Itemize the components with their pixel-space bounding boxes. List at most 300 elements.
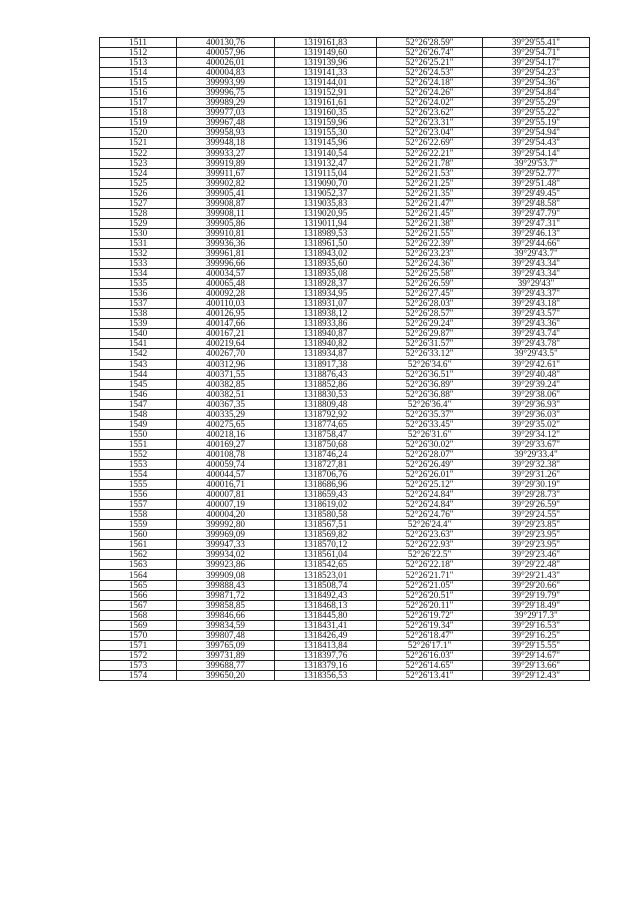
x-coordinate-cell: 400016,71 [177, 480, 275, 490]
point-number-cell: 1523 [100, 158, 177, 168]
table-row [100, 409, 590, 419]
x-coordinate-cell: 399909,08 [177, 570, 275, 580]
latitude-cell: 52°26'22.39" [377, 238, 483, 248]
longitude-cell: 39°29'43.34" [483, 259, 590, 269]
table-row [100, 88, 590, 98]
x-coordinate-cell: 400382,85 [177, 379, 275, 389]
x-coordinate-cell: 400126,95 [177, 309, 275, 319]
y-coordinate-cell: 1318943,02 [275, 248, 377, 258]
latitude-cell: 52°26'24.02" [377, 98, 483, 108]
longitude-cell: 39°29'35.02" [483, 419, 590, 429]
x-coordinate-cell: 399888,43 [177, 580, 275, 590]
point-number-cell: 1513 [100, 58, 177, 68]
x-coordinate-cell: 399807,48 [177, 630, 275, 640]
x-coordinate-cell: 400312,96 [177, 359, 275, 369]
point-number-cell: 1544 [100, 369, 177, 379]
table-row [100, 399, 590, 409]
table-row [100, 168, 590, 178]
x-coordinate-cell: 399911,67 [177, 168, 275, 178]
longitude-cell: 39°29'30.19" [483, 480, 590, 490]
point-number-cell: 1572 [100, 650, 177, 660]
point-number-cell: 1519 [100, 118, 177, 128]
latitude-cell: 52°26'24.53" [377, 68, 483, 78]
table-row [100, 68, 590, 78]
longitude-cell: 39°29'55.29" [483, 98, 590, 108]
point-number-cell: 1538 [100, 309, 177, 319]
point-number-cell: 1539 [100, 319, 177, 329]
x-coordinate-cell: 400059,74 [177, 459, 275, 469]
x-coordinate-cell: 399969,09 [177, 530, 275, 540]
point-number-cell: 1552 [100, 449, 177, 459]
point-number-cell: 1549 [100, 419, 177, 429]
longitude-cell: 39°29'44.66" [483, 238, 590, 248]
table-row [100, 329, 590, 339]
table-row [100, 470, 590, 480]
table-row [100, 490, 590, 500]
y-coordinate-cell: 1318659,43 [275, 490, 377, 500]
latitude-cell: 52°26'29.87" [377, 329, 483, 339]
point-number-cell: 1531 [100, 238, 177, 248]
longitude-cell: 39°29'43.78" [483, 339, 590, 349]
x-coordinate-cell: 400218,16 [177, 429, 275, 439]
latitude-cell: 52°26'19.34" [377, 620, 483, 630]
table-row [100, 289, 590, 299]
longitude-cell: 39°29'54.17" [483, 58, 590, 68]
table-body [100, 38, 590, 681]
y-coordinate-cell: 1318619,02 [275, 500, 377, 510]
longitude-cell: 39°29'28.73" [483, 490, 590, 500]
table-row [100, 108, 590, 118]
latitude-cell: 52°26'14.65" [377, 660, 483, 670]
table-row [100, 339, 590, 349]
latitude-cell: 52°26'22.18" [377, 560, 483, 570]
table-row [100, 98, 590, 108]
y-coordinate-cell: 1318934,95 [275, 289, 377, 299]
table-row [100, 590, 590, 600]
point-number-cell: 1540 [100, 329, 177, 339]
point-number-cell: 1515 [100, 78, 177, 88]
longitude-cell: 39°29'38.06" [483, 389, 590, 399]
longitude-cell: 39°29'49.45" [483, 188, 590, 198]
table-row [100, 128, 590, 138]
x-coordinate-cell: 400026,01 [177, 58, 275, 68]
point-number-cell: 1551 [100, 439, 177, 449]
longitude-cell: 39°29'26.59" [483, 500, 590, 510]
y-coordinate-cell: 1318961,50 [275, 238, 377, 248]
longitude-cell: 39°29'47.79" [483, 208, 590, 218]
point-number-cell: 1543 [100, 359, 177, 369]
latitude-cell: 52°26'26.74" [377, 48, 483, 58]
longitude-cell: 39°29'21.43" [483, 570, 590, 580]
longitude-cell: 39°29'55.19" [483, 118, 590, 128]
longitude-cell: 39°29'16.53" [483, 620, 590, 630]
latitude-cell: 52°26'22.93" [377, 540, 483, 550]
point-number-cell: 1528 [100, 208, 177, 218]
longitude-cell: 39°29'43.34" [483, 269, 590, 279]
longitude-cell: 39°29'55.41" [483, 38, 590, 48]
longitude-cell: 39°29'54.94" [483, 128, 590, 138]
table-row [100, 349, 590, 359]
x-coordinate-cell: 399958,93 [177, 128, 275, 138]
x-coordinate-cell: 400275,65 [177, 419, 275, 429]
table-row [100, 600, 590, 610]
latitude-cell: 52°26'24.4" [377, 520, 483, 530]
x-coordinate-cell: 400219,64 [177, 339, 275, 349]
latitude-cell: 52°26'21.55" [377, 228, 483, 238]
longitude-cell: 39°29'23.46" [483, 550, 590, 560]
y-coordinate-cell: 1319090,70 [275, 178, 377, 188]
x-coordinate-cell: 400147,66 [177, 319, 275, 329]
y-coordinate-cell: 1318809,48 [275, 399, 377, 409]
y-coordinate-cell: 1318935,60 [275, 259, 377, 269]
point-number-cell: 1568 [100, 610, 177, 620]
table-row [100, 38, 590, 48]
latitude-cell: 52°26'16.03" [377, 650, 483, 660]
point-number-cell: 1555 [100, 480, 177, 490]
longitude-cell: 39°29'42.61" [483, 359, 590, 369]
latitude-cell: 52°26'35.37" [377, 409, 483, 419]
y-coordinate-cell: 1318928,37 [275, 279, 377, 289]
table-row [100, 238, 590, 248]
y-coordinate-cell: 1319115,04 [275, 168, 377, 178]
x-coordinate-cell: 399936,36 [177, 238, 275, 248]
longitude-cell: 39°29'15.55" [483, 640, 590, 650]
point-number-cell: 1541 [100, 339, 177, 349]
y-coordinate-cell: 1318989,53 [275, 228, 377, 238]
table-row [100, 359, 590, 369]
longitude-cell: 39°29'43.7" [483, 248, 590, 258]
point-number-cell: 1546 [100, 389, 177, 399]
y-coordinate-cell: 1318580,58 [275, 510, 377, 520]
y-coordinate-cell: 1319152,91 [275, 88, 377, 98]
latitude-cell: 52°26'18.47" [377, 630, 483, 640]
x-coordinate-cell: 400267,70 [177, 349, 275, 359]
latitude-cell: 52°26'21.47" [377, 198, 483, 208]
y-coordinate-cell: 1318727,81 [275, 459, 377, 469]
latitude-cell: 52°26'22.21" [377, 148, 483, 158]
x-coordinate-cell: 399858,85 [177, 600, 275, 610]
point-number-cell: 1559 [100, 520, 177, 530]
y-coordinate-cell: 1318508,74 [275, 580, 377, 590]
point-number-cell: 1554 [100, 470, 177, 480]
longitude-cell: 39°29'23.95" [483, 540, 590, 550]
x-coordinate-cell: 399650,20 [177, 670, 275, 680]
table-row [100, 319, 590, 329]
point-number-cell: 1550 [100, 429, 177, 439]
y-coordinate-cell: 1319160,35 [275, 108, 377, 118]
y-coordinate-cell: 1318570,12 [275, 540, 377, 550]
point-number-cell: 1562 [100, 550, 177, 560]
longitude-cell: 39°29'33.4" [483, 449, 590, 459]
latitude-cell: 52°26'20.51" [377, 590, 483, 600]
y-coordinate-cell: 1318931,07 [275, 299, 377, 309]
x-coordinate-cell: 399977,03 [177, 108, 275, 118]
latitude-cell: 52°26'28.07" [377, 449, 483, 459]
x-coordinate-cell: 399993,99 [177, 78, 275, 88]
longitude-cell: 39°29'19.79" [483, 590, 590, 600]
x-coordinate-cell: 400007,19 [177, 500, 275, 510]
latitude-cell: 52°26'24.84" [377, 500, 483, 510]
table-row [100, 259, 590, 269]
table-row [100, 379, 590, 389]
y-coordinate-cell: 1319155,30 [275, 128, 377, 138]
y-coordinate-cell: 1319139,96 [275, 58, 377, 68]
table-row [100, 78, 590, 88]
latitude-cell: 52°26'23.62" [377, 108, 483, 118]
x-coordinate-cell: 399948,18 [177, 138, 275, 148]
table-row [100, 118, 590, 128]
x-coordinate-cell: 399905,86 [177, 218, 275, 228]
longitude-cell: 39°29'43.36" [483, 319, 590, 329]
latitude-cell: 52°26'23.23" [377, 248, 483, 258]
table-row [100, 228, 590, 238]
y-coordinate-cell: 1318852,86 [275, 379, 377, 389]
table-row [100, 480, 590, 490]
y-coordinate-cell: 1318569,82 [275, 530, 377, 540]
longitude-cell: 39°29'23.95" [483, 530, 590, 540]
y-coordinate-cell: 1318468,13 [275, 600, 377, 610]
x-coordinate-cell: 399731,89 [177, 650, 275, 660]
y-coordinate-cell: 1318431,41 [275, 620, 377, 630]
longitude-cell: 39°29'52.77" [483, 168, 590, 178]
table-row [100, 138, 590, 148]
longitude-cell: 39°29'20.66" [483, 580, 590, 590]
longitude-cell: 39°29'13.66" [483, 660, 590, 670]
point-number-cell: 1570 [100, 630, 177, 640]
longitude-cell: 39°29'43.74" [483, 329, 590, 339]
longitude-cell: 39°29'14.67" [483, 650, 590, 660]
latitude-cell: 52°26'21.71" [377, 570, 483, 580]
y-coordinate-cell: 1319145,96 [275, 138, 377, 148]
table-row [100, 419, 590, 429]
y-coordinate-cell: 1319132,47 [275, 158, 377, 168]
latitude-cell: 52°26'21.05" [377, 580, 483, 590]
point-number-cell: 1522 [100, 148, 177, 158]
y-coordinate-cell: 1318876,43 [275, 369, 377, 379]
table-row [100, 48, 590, 58]
point-number-cell: 1536 [100, 289, 177, 299]
y-coordinate-cell: 1318413,84 [275, 640, 377, 650]
longitude-cell: 39°29'17.3" [483, 610, 590, 620]
longitude-cell: 39°29'54.36" [483, 78, 590, 88]
table-row [100, 248, 590, 258]
y-coordinate-cell: 1318567,51 [275, 520, 377, 530]
y-coordinate-cell: 1319159,96 [275, 118, 377, 128]
latitude-cell: 52°26'22.69" [377, 138, 483, 148]
table-row [100, 389, 590, 399]
latitude-cell: 52°26'24.76" [377, 510, 483, 520]
latitude-cell: 52°26'17.1" [377, 640, 483, 650]
latitude-cell: 52°26'19.72" [377, 610, 483, 620]
table-row [100, 520, 590, 530]
x-coordinate-cell: 399967,48 [177, 118, 275, 128]
x-coordinate-cell: 399834,59 [177, 620, 275, 630]
point-number-cell: 1556 [100, 490, 177, 500]
table-row [100, 510, 590, 520]
table-row [100, 158, 590, 168]
table-row [100, 660, 590, 670]
x-coordinate-cell: 400110,03 [177, 299, 275, 309]
longitude-cell: 39°29'36.03" [483, 409, 590, 419]
y-coordinate-cell: 1318523,01 [275, 570, 377, 580]
latitude-cell: 52°26'28.59" [377, 38, 483, 48]
table-row [100, 188, 590, 198]
point-number-cell: 1560 [100, 530, 177, 540]
table-row [100, 540, 590, 550]
longitude-cell: 39°29'33.67" [483, 439, 590, 449]
y-coordinate-cell: 1318561,04 [275, 550, 377, 560]
table-row [100, 178, 590, 188]
point-number-cell: 1553 [100, 459, 177, 469]
table-row [100, 530, 590, 540]
point-number-cell: 1545 [100, 379, 177, 389]
y-coordinate-cell: 1318934,87 [275, 349, 377, 359]
longitude-cell: 39°29'43.18" [483, 299, 590, 309]
table-row [100, 630, 590, 640]
longitude-cell: 39°29'54.23" [483, 68, 590, 78]
x-coordinate-cell: 400108,78 [177, 449, 275, 459]
point-number-cell: 1511 [100, 38, 177, 48]
y-coordinate-cell: 1319149,60 [275, 48, 377, 58]
latitude-cell: 52°26'25.58" [377, 269, 483, 279]
latitude-cell: 52°26'36.88" [377, 389, 483, 399]
y-coordinate-cell: 1318542,65 [275, 560, 377, 570]
x-coordinate-cell: 399908,87 [177, 198, 275, 208]
y-coordinate-cell: 1319161,61 [275, 98, 377, 108]
longitude-cell: 39°29'54.14" [483, 148, 590, 158]
y-coordinate-cell: 1318750,68 [275, 439, 377, 449]
table-row [100, 580, 590, 590]
point-number-cell: 1558 [100, 510, 177, 520]
y-coordinate-cell: 1318397,76 [275, 650, 377, 660]
latitude-cell: 52°26'23.63" [377, 530, 483, 540]
point-number-cell: 1526 [100, 188, 177, 198]
latitude-cell: 52°26'25.12" [377, 480, 483, 490]
y-coordinate-cell: 1318938,12 [275, 309, 377, 319]
latitude-cell: 52°26'36.51" [377, 369, 483, 379]
longitude-cell: 39°29'54.43" [483, 138, 590, 148]
table-row [100, 208, 590, 218]
latitude-cell: 52°26'31.6" [377, 429, 483, 439]
table-row [100, 570, 590, 580]
table-row [100, 610, 590, 620]
coordinates-table [99, 37, 590, 681]
latitude-cell: 52°26'29.24" [377, 319, 483, 329]
x-coordinate-cell: 400004,83 [177, 68, 275, 78]
x-coordinate-cell: 399923,86 [177, 560, 275, 570]
table-row [100, 640, 590, 650]
point-number-cell: 1534 [100, 269, 177, 279]
longitude-cell: 39°29'34.12" [483, 429, 590, 439]
table-row [100, 198, 590, 208]
latitude-cell: 52°26'27.45" [377, 289, 483, 299]
table-row [100, 439, 590, 449]
latitude-cell: 52°26'36.4" [377, 399, 483, 409]
y-coordinate-cell: 1318940,82 [275, 339, 377, 349]
latitude-cell: 52°26'21.53" [377, 168, 483, 178]
y-coordinate-cell: 1319035,83 [275, 198, 377, 208]
point-number-cell: 1521 [100, 138, 177, 148]
point-number-cell: 1529 [100, 218, 177, 228]
table-row [100, 560, 590, 570]
x-coordinate-cell: 400034,57 [177, 269, 275, 279]
x-coordinate-cell: 399992,80 [177, 520, 275, 530]
longitude-cell: 39°29'43.5" [483, 349, 590, 359]
latitude-cell: 52°26'21.78" [377, 158, 483, 168]
latitude-cell: 52°26'26.01" [377, 470, 483, 480]
point-number-cell: 1548 [100, 409, 177, 419]
point-number-cell: 1520 [100, 128, 177, 138]
y-coordinate-cell: 1318492,43 [275, 590, 377, 600]
point-number-cell: 1566 [100, 590, 177, 600]
latitude-cell: 52°26'20.11" [377, 600, 483, 610]
y-coordinate-cell: 1318774,65 [275, 419, 377, 429]
longitude-cell: 39°29'48.58" [483, 198, 590, 208]
point-number-cell: 1517 [100, 98, 177, 108]
x-coordinate-cell: 400092,28 [177, 289, 275, 299]
latitude-cell: 52°26'33.12" [377, 349, 483, 359]
table-row [100, 449, 590, 459]
y-coordinate-cell: 1318686,96 [275, 480, 377, 490]
latitude-cell: 52°26'28.03" [377, 299, 483, 309]
point-number-cell: 1516 [100, 88, 177, 98]
longitude-cell: 39°29'36.93" [483, 399, 590, 409]
y-coordinate-cell: 1318940,87 [275, 329, 377, 339]
point-number-cell: 1514 [100, 68, 177, 78]
x-coordinate-cell: 400057,96 [177, 48, 275, 58]
latitude-cell: 52°26'23.31" [377, 118, 483, 128]
longitude-cell: 39°29'54.71" [483, 48, 590, 58]
point-number-cell: 1567 [100, 600, 177, 610]
x-coordinate-cell: 400382,51 [177, 389, 275, 399]
point-number-cell: 1512 [100, 48, 177, 58]
x-coordinate-cell: 399765,09 [177, 640, 275, 650]
point-number-cell: 1565 [100, 580, 177, 590]
x-coordinate-cell: 399933,27 [177, 148, 275, 158]
table-row [100, 459, 590, 469]
point-number-cell: 1557 [100, 500, 177, 510]
longitude-cell: 39°29'32.38" [483, 459, 590, 469]
x-coordinate-cell: 400007,81 [177, 490, 275, 500]
y-coordinate-cell: 1318746,24 [275, 449, 377, 459]
table-row [100, 369, 590, 379]
y-coordinate-cell: 1319161,83 [275, 38, 377, 48]
point-number-cell: 1527 [100, 198, 177, 208]
table-row [100, 279, 590, 289]
longitude-cell: 39°29'12.43" [483, 670, 590, 680]
y-coordinate-cell: 1318830,53 [275, 389, 377, 399]
x-coordinate-cell: 399996,75 [177, 88, 275, 98]
latitude-cell: 52°26'31.57" [377, 339, 483, 349]
longitude-cell: 39°29'43.57" [483, 309, 590, 319]
x-coordinate-cell: 399902,82 [177, 178, 275, 188]
x-coordinate-cell: 400371,55 [177, 369, 275, 379]
x-coordinate-cell: 399919,89 [177, 158, 275, 168]
point-number-cell: 1532 [100, 248, 177, 258]
table-row [100, 500, 590, 510]
latitude-cell: 52°26'21.35" [377, 188, 483, 198]
table-row [100, 670, 590, 680]
table-row [100, 218, 590, 228]
x-coordinate-cell: 399908,11 [177, 208, 275, 218]
point-number-cell: 1573 [100, 660, 177, 670]
x-coordinate-cell: 399905,41 [177, 188, 275, 198]
longitude-cell: 39°29'46.13" [483, 228, 590, 238]
point-number-cell: 1530 [100, 228, 177, 238]
longitude-cell: 39°29'54.84" [483, 88, 590, 98]
y-coordinate-cell: 1319020,95 [275, 208, 377, 218]
x-coordinate-cell: 399688,77 [177, 660, 275, 670]
